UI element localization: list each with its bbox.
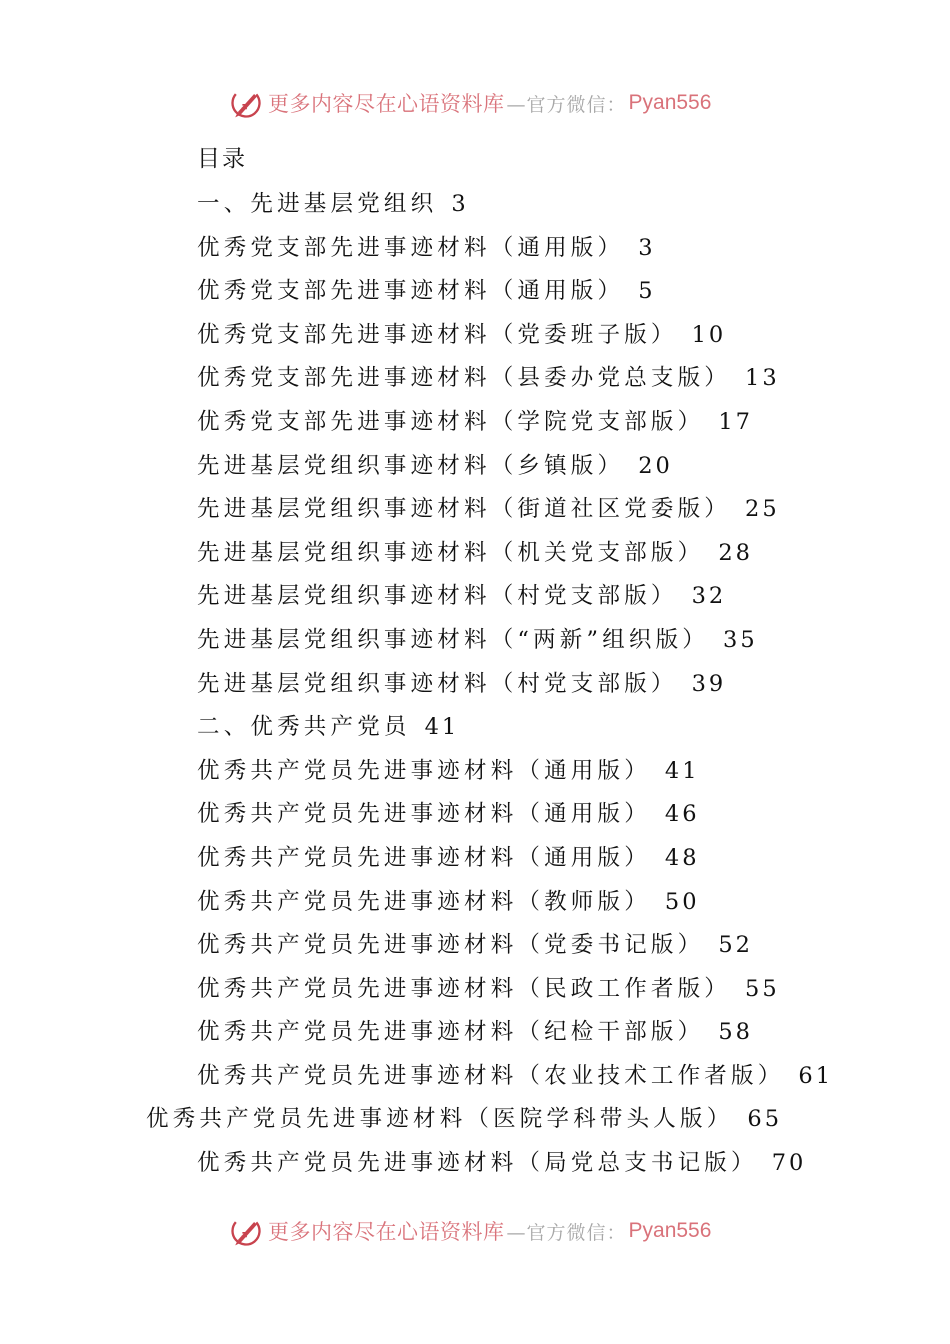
toc-page-number: 17 <box>718 408 753 435</box>
toc-section-heading[interactable] <box>0 709 950 753</box>
toc-page-number: 3 <box>638 234 656 261</box>
toc-entry-text <box>197 317 726 353</box>
toc-section-heading[interactable] <box>0 186 950 230</box>
toc-page-number: 65 <box>747 1106 783 1133</box>
toc-entry[interactable] <box>0 230 950 274</box>
toc-entry[interactable] <box>0 840 950 884</box>
toc-entry-text <box>197 491 780 527</box>
banner-wechat-label: —官方微信： <box>506 93 627 116</box>
toc-entry-text <box>197 360 780 396</box>
toc-entry-text <box>197 709 459 745</box>
toc-entry-text <box>197 666 726 702</box>
toc-entry-title: 优秀共产党员先进事迹材料（教师版） <box>197 888 651 915</box>
banner-wechat-id: Pyan556 <box>628 91 712 114</box>
toc-entry-title: 先进基层党组织事迹材料（“两新”组织版） <box>197 626 710 653</box>
pen-logo-icon <box>228 1213 264 1249</box>
toc-entry-title: 先进基层党组织事迹材料（街道社区党委版） <box>197 496 732 523</box>
toc-page-number: 20 <box>638 452 673 479</box>
toc-page-number: 35 <box>723 626 758 653</box>
toc-entry-title: 优秀共产党员先进事迹材料（通用版） <box>197 757 651 784</box>
toc-entry[interactable] <box>0 796 950 840</box>
toc-page-number: 13 <box>745 365 780 392</box>
toc-entry-text <box>197 535 753 571</box>
toc-entry-title: 优秀共产党员先进事迹材料（通用版） <box>197 801 651 828</box>
toc-entry-text <box>197 448 673 484</box>
header-watermark-banner <box>228 83 711 123</box>
toc-entry-title: 优秀共产党员先进事迹材料（民政工作者版） <box>197 975 732 1002</box>
toc-entry[interactable] <box>0 666 950 710</box>
toc-entry-text <box>197 927 753 963</box>
toc-entry-title: 先进基层党组织事迹材料（村党支部版） <box>197 583 678 610</box>
toc-page-number: 46 <box>664 801 700 828</box>
toc-entry-title: 先进基层党组织事迹材料（乡镇版） <box>197 452 625 479</box>
toc-entry-title: 优秀党支部先进事迹材料（学院党支部版） <box>197 408 705 435</box>
banner-slogan: 更多内容尽在心语资料库 <box>268 92 505 116</box>
toc-entry[interactable] <box>0 1014 950 1058</box>
toc-entry[interactable] <box>0 971 950 1015</box>
toc-page-number: 10 <box>691 321 727 348</box>
toc-entry[interactable] <box>0 1145 950 1189</box>
toc-page-number: 70 <box>771 1150 807 1177</box>
toc-page-number: 41 <box>664 757 700 784</box>
toc-entry-title: 一、先进基层党组织 <box>197 191 438 217</box>
toc-entry-text <box>197 1058 833 1094</box>
toc-entry-title: 先进基层党组织事迹材料（机关党支部版） <box>197 539 705 566</box>
toc-entry-title: 优秀共产党员先进事迹材料（党委书记版） <box>197 932 705 959</box>
toc-list <box>0 186 950 1189</box>
toc-entry-text <box>197 1014 753 1050</box>
toc-entry-title: 优秀共产党员先进事迹材料（通用版） <box>197 844 651 871</box>
toc-page-number: 55 <box>745 975 780 1002</box>
toc-entry-title: 优秀共产党员先进事迹材料（纪检干部版） <box>197 1019 705 1046</box>
toc-entry-text <box>197 753 700 789</box>
banner-wechat-id: Pyan556 <box>628 1219 712 1242</box>
toc-entry-text <box>197 230 656 266</box>
toc-page-number: 32 <box>691 583 727 610</box>
toc-entry-text <box>197 840 700 876</box>
toc-entry-text <box>197 796 700 832</box>
toc-page-number: 61 <box>798 1062 834 1089</box>
banner-wechat-label: —官方微信： <box>506 1221 627 1244</box>
toc-entry[interactable] <box>0 1101 950 1145</box>
toc-page-number: 48 <box>664 844 700 871</box>
toc-entry-text <box>197 1145 806 1181</box>
pen-logo-icon <box>228 85 264 121</box>
toc-entry[interactable] <box>0 448 950 492</box>
toc-entry[interactable] <box>0 622 950 666</box>
toc-entry-title: 优秀共产党员先进事迹材料（医院学科带头人版） <box>146 1106 734 1133</box>
toc-entry-text <box>146 1101 782 1137</box>
toc-entry[interactable] <box>0 535 950 579</box>
toc-entry-text <box>197 273 656 309</box>
toc-entry[interactable] <box>0 578 950 622</box>
toc-entry-text <box>197 404 753 440</box>
toc-entry[interactable] <box>0 927 950 971</box>
toc-entry-title: 优秀共产党员先进事迹材料（农业技术工作者版） <box>197 1062 785 1089</box>
toc-entry-text <box>197 578 726 614</box>
toc-title: 目录 <box>197 146 247 172</box>
toc-entry-title: 优秀党支部先进事迹材料（通用版） <box>197 234 625 261</box>
toc-entry-title: 先进基层党组织事迹材料（村党支部版） <box>197 670 678 697</box>
toc-entry[interactable] <box>0 360 950 404</box>
toc-entry[interactable] <box>0 884 950 928</box>
toc-entry-title: 优秀党支部先进事迹材料（通用版） <box>197 278 625 305</box>
toc-page-number: 52 <box>718 932 753 959</box>
toc-entry-title: 优秀党支部先进事迹材料（县委办党总支版） <box>197 365 732 392</box>
toc-page-number: 50 <box>664 888 700 915</box>
toc-page-number: 5 <box>638 278 656 305</box>
toc-entry[interactable] <box>0 753 950 797</box>
toc-entry[interactable] <box>0 317 950 361</box>
toc-entry[interactable] <box>0 273 950 317</box>
banner-slogan: 更多内容尽在心语资料库 <box>268 1220 505 1244</box>
toc-page-number: 25 <box>745 496 780 523</box>
toc-entry-text <box>197 884 700 920</box>
footer-watermark-banner <box>228 1211 711 1251</box>
toc-entry-text <box>197 971 780 1007</box>
toc-entry[interactable] <box>0 1058 950 1102</box>
toc-page-number: 3 <box>451 191 469 217</box>
toc-entry-title: 优秀党支部先进事迹材料（党委班子版） <box>197 321 678 348</box>
toc-entry[interactable] <box>0 404 950 448</box>
toc-page-number: 41 <box>424 714 460 741</box>
toc-entry[interactable] <box>0 491 950 535</box>
toc-entry-text <box>197 622 758 658</box>
toc-entry-title: 二、优秀共产党员 <box>197 714 411 741</box>
toc-entry-title: 优秀共产党员先进事迹材料（局党总支书记版） <box>197 1150 758 1177</box>
toc-page-number: 58 <box>718 1019 753 1046</box>
toc-entry-text <box>197 186 469 222</box>
toc-page-number: 28 <box>718 539 753 566</box>
toc-page-number: 39 <box>691 670 727 697</box>
